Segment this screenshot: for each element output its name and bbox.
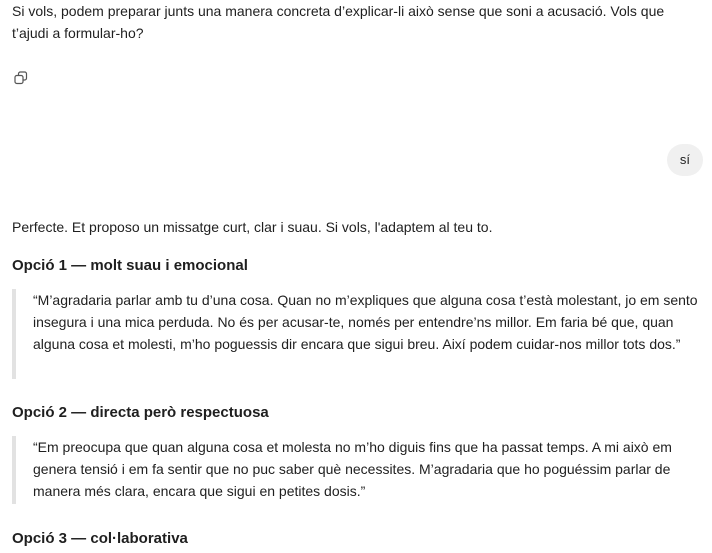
assistant-reply-intro: Perfecte. Et proposo un missatge curt, clar i suau. Si vols, l'adaptem al teu to.: [12, 219, 493, 235]
copy-button[interactable]: [12, 69, 30, 87]
option-1-heading: Opció 1 — molt suau i emocional: [12, 257, 248, 274]
option-2-quote: “Em preocupa que quan alguna cosa et molesta no m’ho diguis fins que ha passat temps. A mi això em genera tensió i em fa sentir que no puc saber què necessites. M’agradaria que ho poguéssim parlar de manera més clara, encara que sigui en petites dosis.”: [12, 436, 702, 504]
option-2-heading: Opció 2 — directa però respectuosa: [12, 404, 269, 421]
user-message-bubble: sí: [667, 144, 703, 176]
option-1-quote: “M’agradaria parlar amb tu d’una cosa. Quan no m’expliques que alguna cosa t’està molestant, jo em sento insegura i una mica perduda. No és per acusar-te, només per entendre’ns millor. Em faria bé que, quan alguna cosa et molesti, m’ho poguessis dir encara que sigui breu. Així podem cuidar-nos millor tots dos.”: [12, 289, 702, 379]
assistant-message-text: Si vols, podem preparar junts una manera concreta d’explicar-li això sense que soni a acusació. Vols que t’ajudi a formular-ho?: [12, 3, 665, 41]
copy-icon: [14, 71, 28, 85]
option-3-heading: Opció 3 — col·laborativa: [12, 530, 188, 547]
